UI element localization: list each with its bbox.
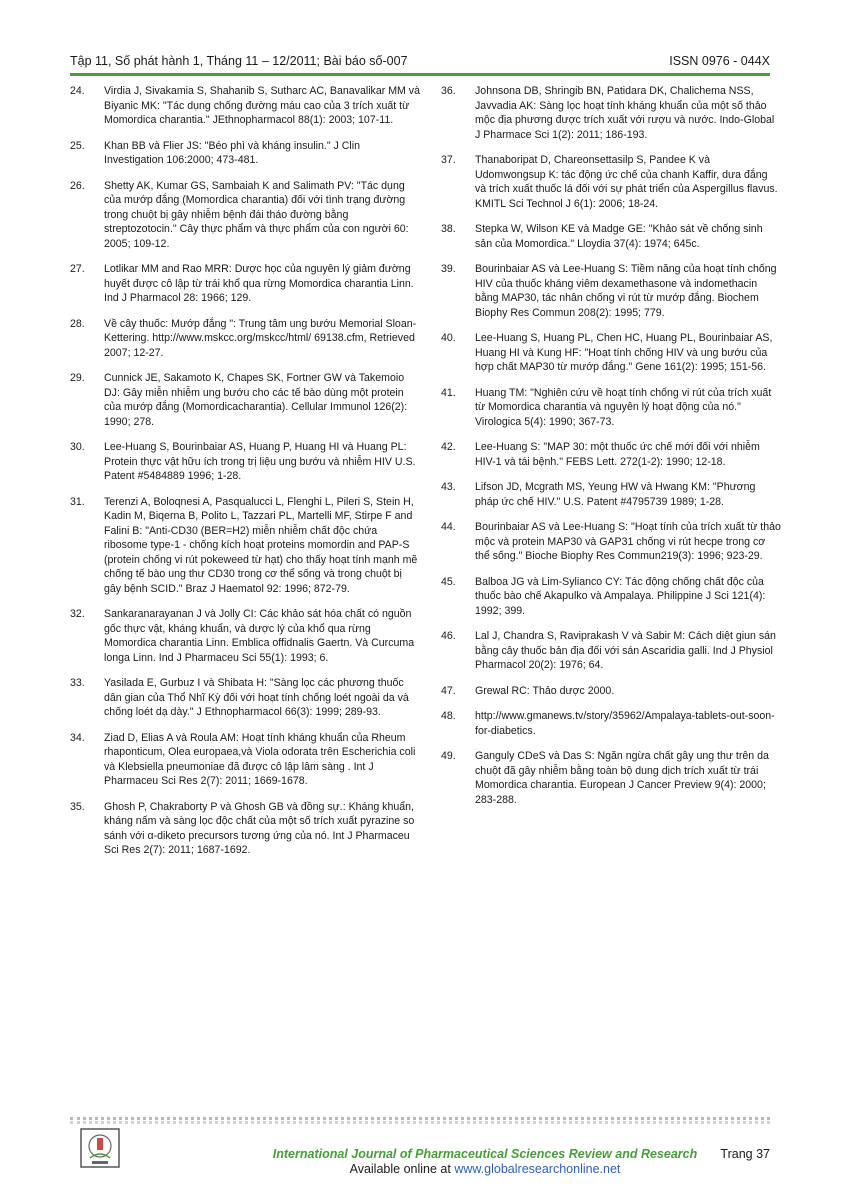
reference-number: 24. [70, 85, 85, 97]
reference-text: Cunnick JE, Sakamoto K, Chapes SK, Fortner GW và Takemoio DJ: Gây miễn nhiễm ung bướu cho các tế bào dùng một protein của mướp đắng (Momordicacharantia). Cellular Immunol 126(2): 1990; 278. [104, 372, 408, 428]
reference-item [441, 575, 781, 619]
reference-item [441, 331, 781, 375]
reference-item [441, 709, 781, 738]
reference-text: Grewal RC: Thảo dược 2000. [475, 684, 615, 697]
reference-text: Stepka W, Wilson KE và Madge GE: "Khảo sát về chống sinh sản của Momordica." Lloydia 37(4): 1974; 645c. [475, 223, 763, 250]
reference-item [70, 84, 420, 128]
page-number: Trang 37 [720, 1147, 770, 1161]
reference-number: 32. [70, 608, 85, 620]
reference-number: 46. [441, 630, 456, 642]
reference-text: Terenzi A, Boloqnesi A, Pasqualucci L, Flenghi L, Pileri S, Stein H, Kadin M, Biqerna B, Polito L, Tazzari PL, Martelli MF, Stirpe F and Falini B: "Anti-CD30 (BER=H2) miễn nhiễm chất độc chứa ribosome type-1 - chống kích hoạt proteins momordin and PAP-S (protein chống vi rút pokeweed từ hạt) cho thấy hoạt tính mạnh mẽ chống tế bào ung thư CD30 trong cơ thể sống và trong chuột bị gây bệnh SCID." Braz J Haematol 92: 1996; 872-79. [104, 495, 418, 595]
reference-number: 25. [70, 139, 85, 152]
reference-item [441, 222, 781, 251]
reference-item [70, 607, 420, 665]
reference-number: 30. [70, 441, 85, 453]
reference-text: Lifson JD, Mcgrath MS, Yeung HW và Hwang KM: "Phương pháp ức chế HIV." U.S. Patent #4795739 1989; 1-28. [475, 481, 756, 508]
reference-text: Ziad D, Elias A và Roula AM: Hoạt tính kháng khuẩn của Rheum rhaponticum, Olea europaea,và Viola odorata trên Escherichia coli và Klebsiella pneumoniae đã được cô lập lâm sàng . Int J Pharmaceu Sci Res 2(7): 2011; 1669-1678. [104, 731, 416, 787]
reference-number: 41. [441, 386, 456, 399]
reference-number: 28. [70, 317, 85, 330]
reference-item [70, 179, 420, 252]
journal-url-link[interactable]: www.globalresearchonline.net [454, 1162, 621, 1176]
reference-number: 47. [441, 684, 456, 697]
reference-item [441, 440, 781, 469]
reference-text: http://www.gmanews.tv/story/35962/Ampalaya-tablets-out-soon-for-diabetics. [475, 710, 775, 737]
reference-number: 48. [441, 710, 456, 722]
reference-item [441, 629, 781, 673]
journal-logo [80, 1128, 120, 1168]
reference-text: Lee-Huang S, Huang PL, Chen HC, Huang PL, Bourinbaiar AS, Huang HI và Kung HF: "Hoạt tính chống HIV và ung bướu của hợp chất MAP30 từ mướp đắng." Gene 161(2): 1995; 151-56. [475, 332, 773, 373]
reference-text: Shetty AK, Kumar GS, Sambaiah K and Salimath PV: "Tác dụng của mướp đắng (Momordica charantia) đối với tình trạng đường trong chuột bị gây nhiễm bệnh đái tháo đường bằng streptozotocin." Cây thực phẩm và thực phẩm của con người 60: 2005; 109-12. [104, 179, 409, 250]
reference-number: 44. [441, 521, 456, 533]
reference-number: 36. [441, 85, 456, 97]
reference-item [441, 520, 781, 564]
reference-item [70, 495, 420, 597]
reference-text: Johnsona DB, Shringib BN, Patidara DK, Chalichema NSS, Javvadia AK: Sàng lọc hoạt tính kháng khuẩn của một số thảo mộc địa phương được trích xuất với rượu và nước. Indo-Global J Pharmace Sci 1(2): 2011; 186-193. [475, 85, 775, 141]
reference-number: 39. [441, 263, 456, 275]
reference-item [441, 262, 781, 320]
reference-number: 42. [441, 441, 456, 453]
reference-number: 49. [441, 750, 456, 762]
footer-divider-2 [70, 1121, 770, 1124]
issn: ISSN 0976 - 044X [669, 54, 770, 68]
reference-text: Ghosh P, Chakraborty P và Ghosh GB và đồng sự.: Kháng khuẩn, kháng nấm và sàng lọc độc chất của một số trích xuất pyrazine so sánh với α-diketo precursors tương ứng của nó. Int J Pharmaceu Sci Res 2(7): 2011; 1687-1692. [104, 800, 415, 856]
reference-number: 43. [441, 481, 456, 493]
reference-text: Lotlikar MM and Rao MRR: Dược học của nguyên lý giảm đường huyết được cô lập từ trái khổ qua rừng Momordica charantia Linn. Ind J Pharmacol 28: 1966; 129. [104, 263, 414, 304]
available-prefix: Available online at [349, 1162, 455, 1176]
reference-item [441, 684, 781, 699]
reference-number: 31. [70, 495, 85, 508]
reference-number: 29. [70, 372, 85, 384]
reference-number: 38. [441, 223, 456, 235]
reference-number: 37. [441, 154, 456, 166]
availability-line [200, 1162, 770, 1176]
reference-text: Bourinbaiar AS và Lee-Huang S: Tiềm năng của hoạt tính chống HIV của thuốc kháng viêm dexamethasone và indomethacin bằng MAP30, tác nhân chống vi rút từ mướp đắng. Biochem Biophy Res Commun 208(2): 1995; 779. [475, 263, 777, 319]
reference-text: Sankaranarayanan J và Jolly CI: Các khảo sát hóa chất có nguồn gốc thực vật, kháng khuẩn, và dược lý của khổ qua rừng Momordica charantia Linn. Emblica offidnalis Gaertn. Và Curcuma longa Linn. Ind J Pharmaceu Sci 55(1): 1993; 6. [104, 608, 415, 664]
reference-text: Lal J, Chandra S, Raviprakash V và Sabir M: Cách diệt giun sán bằng cây thuốc bản địa đối với sán Ascaridia galli. Ind J Physiol Pharmacol 20(2): 1976; 64. [475, 630, 776, 671]
reference-text: Bourinbaiar AS và Lee-Huang S: "Hoạt tính của trích xuất từ thảo mộc và protein MAP30 và GAP31 chống vi rút hecpe trong cơ thể sống." Bioche Biophy Res Commun219(3): 1996; 923-29. [475, 521, 781, 562]
references-right-column [441, 84, 781, 818]
reference-item [70, 800, 420, 858]
reference-item [441, 386, 781, 430]
reference-item [441, 153, 781, 211]
reference-number: 34. [70, 731, 85, 744]
reference-number: 45. [441, 575, 456, 588]
footer-divider [70, 1117, 770, 1120]
reference-number: 33. [70, 677, 85, 689]
reference-number: 40. [441, 332, 456, 344]
reference-item [70, 676, 420, 720]
reference-text: Virdia J, Sivakamia S, Shahanib S, Sutharc AC, Banavalikar MM và Biyanic MK: "Tác dụng chống đường máu cao của 3 trích xuất từ Momordica charantia." JEthnopharmacol 88(1): 2003; 107-11. [104, 85, 420, 126]
reference-item [70, 371, 420, 429]
reference-item [441, 749, 781, 807]
reference-item [70, 139, 420, 168]
reference-text: Khan BB và Flier JS: "Béo phì và kháng insulin." J Clin Investigation 106:2000; 473-481. [104, 139, 361, 166]
reference-text: Ganguly CDeS và Das S: Ngăn ngừa chất gây ung thư trên da chuột đã gây nhiễm bằng toàn bộ dung dịch trích xuất từ trái Momordica charantia. European J Cancer Preview 9(4): 2000; 283-288. [475, 750, 769, 806]
reference-text: Yasilada E, Gurbuz I và Shibata H: "Sàng lọc các phương thuốc dân gian của Thổ Nhĩ Kỳ đối với hoạt tính chống loét ngoài da và chống loét dạ dày." J Ethnopharmacol 66(3): 1999; 289-93. [104, 677, 409, 718]
reference-item [70, 440, 420, 484]
reference-number: 26. [70, 179, 85, 192]
reference-number: 27. [70, 263, 85, 275]
reference-item [441, 480, 781, 509]
reference-item [70, 317, 420, 361]
reference-text: Thanaboripat D, Chareonsettasilp S, Pandee K và Udomwongsup K: tác động ức chế của chanh Kaffir, dưa đắng và trích xuất thuốc lá đối với sự phát triển của Aspergillus flavus. KMITL Sci Technol J 6(1): 2006; 18-24. [475, 154, 778, 210]
reference-item [441, 84, 781, 142]
issue-info: Tập 11, Số phát hành 1, Tháng 11 – 12/2011; Bài báo số-007 [70, 54, 408, 68]
reference-text: Balboa JG và Lim-Sylianco CY: Tác động chống chất độc của thuốc bào chế Akapulko và Ampalaya. Philippine J Sci 121(4): 1992; 399. [475, 575, 766, 617]
header-rule [70, 73, 770, 76]
journal-name: International Journal of Pharmaceutical Sciences Review and Research [272, 1147, 698, 1161]
reference-text: Lee-Huang S: "MAP 30: một thuốc ức chế mới đối với nhiễm HIV-1 và tái bệnh." FEBS Lett. 272(1-2): 1990; 12-18. [475, 441, 760, 468]
reference-text: Về cây thuốc: Mướp đắng ": Trung tâm ung bướu Memorial Sloan-Kettering. http://www.mskcc.org/mskcc/html/ 69138.cfm, Retrieved 2007; 12-27. [104, 317, 417, 359]
reference-number: 35. [70, 800, 85, 813]
reference-text: Lee-Huang S, Bourinbaiar AS, Huang P, Huang HI và Huang PL: Protein thực vật hữu ích trong trị liệu ung bướu và nhiễm HIV U.S. Patent #5484889 1996; 1-28. [104, 441, 416, 482]
reference-text: Huang TM: "Nghiên cứu về hoạt tính chống vi rút của trích xuất từ Momordica charantia và nguyên lý hoạt động của nó." Virologica 5(4): 1990; 367-73. [475, 386, 772, 428]
reference-item [70, 731, 420, 789]
reference-item [70, 262, 420, 306]
page-header [70, 54, 770, 72]
references-left-column [70, 84, 420, 869]
